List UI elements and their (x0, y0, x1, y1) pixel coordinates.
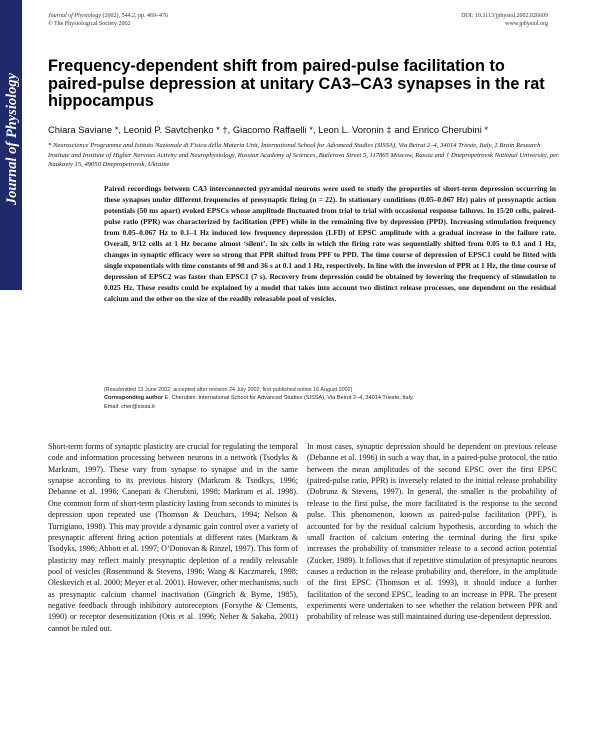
body-column-left (48, 441, 298, 634)
body-paragraph-left: Short-term forms of synaptic plasticity are crucial for regulating the temporal code and information processing between neurons in a network (Tsodyks & Markram, 1997). These vary from synapse to synapse and in the same synapse according to its previous history (Markram & Tsodkys, 1996; Debanne et al. 1996; Canepari & Cherubini, 1998; Markram et al. 1998). One common form of short-term plasticity lasting from seconds to minutes is depression upon repeated use (Thomson & Deuchars, 1994; Nelson & Turrigiano, 1998). This may provide a dynamic gain control over a variety of presynaptic afferent firing action potentials at different rates (Markram & Tsodyks, 1996; Abbott et al. 1997; O’Donovan & Rinzel, 1997). This form of plasticity may reflect mainly presynaptic depletion of a readily releasable pool of vesicles (Rosenmund & Stevens, 1996; Wang & Kaczmarek, 1998; Oleskevich et al. 2000; Meyer et al. 2001). However, other mechanisms, such as presynaptic calcium channel inactivation (Gingrich & Byrne, 1985), negative feedback through inhibitory autoreceptors (Forsythe & Clements, 1990) or receptor desensitization (Otis et al. 1996; Neher & Sakaba, 2001) cannot be ruled out. (48, 442, 298, 633)
citation-details: (2002), 544.2, pp. 469–476 (102, 13, 168, 19)
copyright: © The Physiological Society 2002 (48, 21, 131, 27)
received-dates: (Resubmitted 13 June 2002; accepted after revision 24 July 2002; first published online 16 August 2002) (104, 387, 353, 393)
sidebar-journal-name: Journal of Physiology (4, 72, 20, 206)
affiliations: * Neuroscience Programme and Istituto Nazionale di Fisica della Materia Unit, International School for Advanced Studies (SISSA), Via Beirut 2–4, 34014 Trieste, Italy, ‡ Brain Research Institute and Institute of Higher Nervous Activity and Neurophysiology, Russian Academy of Sciences, Butlerova Street 5, 117865 Moscow, Russia and † Dnepropetrovsk National University, per. Naukoviy 15, 49050 Dnepropetrovsk, Ukraine (48, 142, 560, 168)
body-column-right (307, 441, 557, 623)
article-title: Frequency-dependent shift from paired-pulse facilitation to paired-pulse depression at unitary CA3–CA3 synapses in the rat hippocampus (48, 57, 545, 110)
doi: DOI: 10.1113/jphysiol.2002.026609 (461, 13, 548, 19)
email: Email: cher@sissa.it (104, 404, 155, 410)
abstract (104, 183, 556, 305)
abstract-text: Paired recordings between CA3 interconnected pyramidal neurons were used to study the properties of short-term depression occurring in these synapses under different frequencies of presynaptic firing (n = 22). In stationary conditions (0.05–0.067 Hz) pairs of presynaptic action potentials (50 ms apart) evoked EPSCs whose amplitude fluctuated from trial to trial with occasional response failures. In 15/20 cells, paired-pulse ratio (PPR) was characterized by facilitation (PPF) while in the remaining five by depression (PPD). Increasing stimulation frequency from 0.05–0.067 Hz to 0.1–1 Hz induced low frequency depression (LFD) of EPSC amplitude with a gradual increase in the failure rate. Overall, 9/12 cells at 1 Hz became almost ‘silent’. In six cells in which the firing rate was sequentially shifted from 0.05 to 0.1 and 1 Hz, changes in synaptic efficacy were so strong that PPR shifted from PPF to PPD. The time course of depression of EPSC1 could be fitted with single exponentials with time constants of 98 and 36 s at 0.1 and 1 Hz, respectively. In line with the inversion of PPR at 1 Hz, the time course of depression of EPSC2 was faster than EPSC1 (7 s). Recovery from depression could be obtained by lowering the frequency of stimulation to 0.025 Hz. These results could be explained by a model that takes into account two distinct release processes, one dependent on the residual calcium and the other on the size of the readily releasable pool of vesicles. (104, 184, 556, 304)
doi-header (461, 12, 548, 28)
corresponding-label: Corresponding author (104, 395, 164, 401)
body-paragraph-right: In most cases, synaptic depression should be dependent on previous release (Debanne et al. 1996) in such a way that, in a paired-pulse protocol, the ratio between the mean amplitudes of the second EPSC over the first EPSC (paired-pulse ratio, PPR) is inversely related to the initial release probability (Dobrunz & Stevens, 1997). In general, the smaller is the probability of release to the first pulse, the more facilitated is the response to the second pulse. This phenomenon, known as paired-pulse facilitation (PPF), is accounted for by the residual calcium hypothesis, according to which the small fraction of calcium entering the terminal during the first spike increases the probability of transmitter release to a second action potential (Zucker, 1989). It follows that if repetitive stimulation of presynaptic neurons causes a reduction in the release probability and, therefore, in the amplitude of the first EPSC (Thomson et al. 1993), it should induce a further facilitation of the second EPSC, leading to an increase in PPR. The present experiments were undertaken to see whether the relation between PPR and probability of release was still maintained during use-dependent depression. (307, 442, 557, 622)
citation-journal: Journal of Physiology (48, 13, 101, 19)
corresponding-author (104, 394, 564, 403)
journal-sidebar (0, 0, 22, 290)
website: www.jphysiol.org (505, 21, 548, 27)
citation-header (48, 12, 168, 28)
author-list: Chiara Saviane *, Leonid P. Savtchenko * †, Giacomo Raffaelli *, Leon L. Voronin ‡ and Enrico Cherubini * (48, 124, 489, 135)
corresponding-text: E. Cherubini: International School for Advanced Studies (SISSA), Via Beirut 2–4, 34014 Trieste, Italy. (164, 395, 414, 401)
